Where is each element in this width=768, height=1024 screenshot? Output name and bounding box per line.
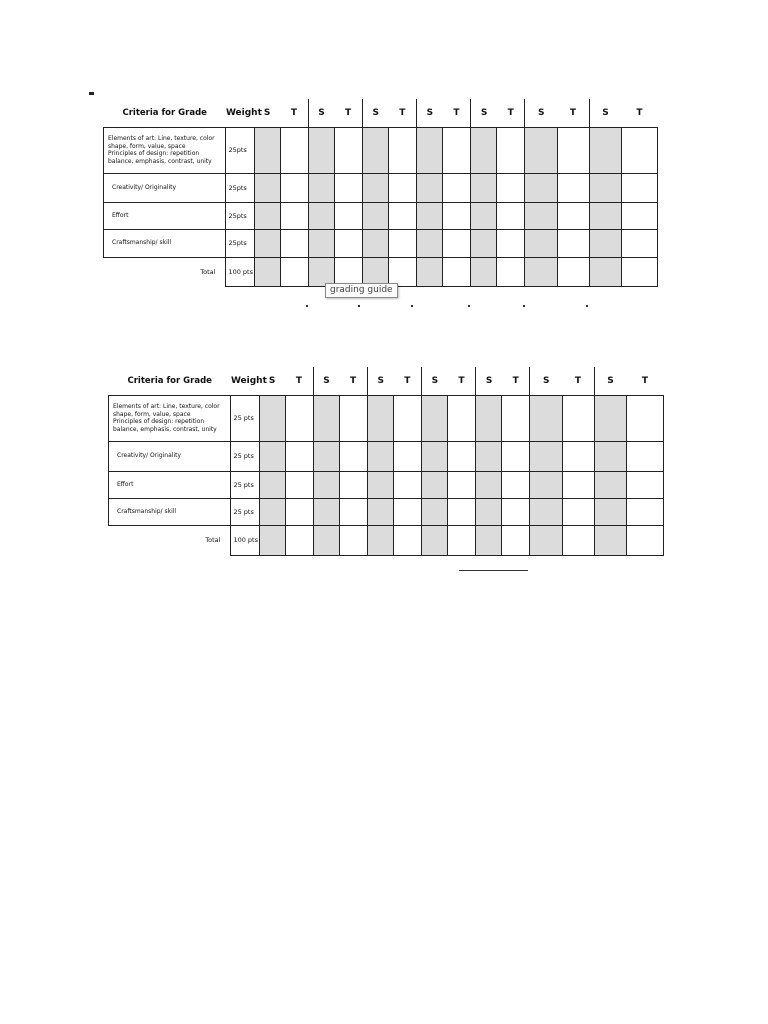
student-total-cell[interactable] xyxy=(367,525,393,555)
teacher-score-cell[interactable] xyxy=(562,395,594,441)
weight-header: Weight xyxy=(225,107,262,118)
t-header: T xyxy=(497,99,525,127)
teacher-score-cell[interactable] xyxy=(389,173,417,202)
stray-dot xyxy=(358,305,360,307)
teacher-total-cell[interactable] xyxy=(621,257,657,286)
teacher-score-cell[interactable] xyxy=(389,202,417,229)
teacher-score-cell[interactable] xyxy=(443,202,471,229)
student-score-cell[interactable] xyxy=(476,471,502,498)
criteria-row-creativity xyxy=(109,441,664,471)
student-score-cell[interactable] xyxy=(367,395,393,441)
t-header: T xyxy=(334,99,362,127)
stray-dot xyxy=(523,305,525,307)
total-weight-cell: 100 pts xyxy=(231,525,259,555)
student-score-cell[interactable] xyxy=(530,395,562,441)
criteria-cell xyxy=(109,395,231,441)
student-score-cell[interactable] xyxy=(422,395,448,441)
s-header: S xyxy=(318,107,325,118)
criteria-cell: Craftsmanship/ skill xyxy=(109,498,231,525)
student-score-cell[interactable] xyxy=(417,173,443,202)
teacher-score-cell[interactable] xyxy=(394,471,422,498)
teacher-total-cell[interactable] xyxy=(280,257,308,286)
teacher-score-cell[interactable] xyxy=(621,229,657,257)
stray-dot xyxy=(411,305,413,307)
student-score-cell[interactable] xyxy=(362,202,388,229)
criteria-row-craftsmanship xyxy=(104,229,658,257)
total-row xyxy=(104,257,658,286)
total-label: Total xyxy=(109,525,231,555)
criteria-cell: Effort xyxy=(104,202,226,229)
student-score-cell[interactable] xyxy=(313,395,339,441)
teacher-score-cell[interactable] xyxy=(285,498,313,525)
teacher-score-cell[interactable] xyxy=(557,127,589,173)
t-header: T xyxy=(389,99,417,127)
t-header: T xyxy=(636,107,643,118)
teacher-score-cell[interactable] xyxy=(285,441,313,471)
student-score-cell[interactable] xyxy=(313,471,339,498)
student-total-cell[interactable] xyxy=(362,257,388,286)
weight-cell: 25 pts xyxy=(231,471,259,498)
teacher-score-cell[interactable] xyxy=(443,229,471,257)
student-score-cell[interactable] xyxy=(308,202,334,229)
student-total-cell[interactable] xyxy=(417,257,443,286)
student-score-cell[interactable] xyxy=(313,498,339,525)
teacher-score-cell[interactable] xyxy=(502,395,530,441)
teacher-total-cell[interactable] xyxy=(394,525,422,555)
student-score-cell[interactable] xyxy=(259,471,285,498)
teacher-score-cell[interactable] xyxy=(285,395,313,441)
teacher-score-cell[interactable] xyxy=(280,202,308,229)
student-score-cell[interactable] xyxy=(594,471,626,498)
teacher-score-cell[interactable] xyxy=(394,395,422,441)
student-score-cell[interactable] xyxy=(367,441,393,471)
teacher-score-cell[interactable] xyxy=(334,127,362,173)
weight-cell: 25pts xyxy=(226,202,254,229)
teacher-score-cell[interactable] xyxy=(443,173,471,202)
teacher-score-cell[interactable] xyxy=(394,441,422,471)
weight-cell: 25pts xyxy=(226,173,254,202)
teacher-score-cell[interactable] xyxy=(394,498,422,525)
teacher-score-cell[interactable] xyxy=(334,229,362,257)
student-total-cell[interactable] xyxy=(313,525,339,555)
criteria-row-elements xyxy=(104,127,658,173)
t-header: T xyxy=(394,367,422,395)
s-header: S xyxy=(263,107,271,118)
student-score-cell[interactable] xyxy=(422,471,448,498)
student-score-cell[interactable] xyxy=(589,127,621,173)
student-score-cell[interactable] xyxy=(525,229,557,257)
student-score-cell[interactable] xyxy=(259,441,285,471)
student-score-cell[interactable] xyxy=(589,173,621,202)
criteria-cell: Craftsmanship/ skill xyxy=(104,229,226,257)
s-header: S xyxy=(372,107,379,118)
student-score-cell[interactable] xyxy=(367,471,393,498)
table-header-row xyxy=(104,99,658,127)
teacher-score-cell[interactable] xyxy=(562,498,594,525)
student-score-cell[interactable] xyxy=(476,395,502,441)
student-score-cell[interactable] xyxy=(362,127,388,173)
teacher-score-cell[interactable] xyxy=(621,173,657,202)
criteria-row-elements xyxy=(109,395,664,441)
student-total-cell[interactable] xyxy=(589,257,621,286)
teacher-score-cell[interactable] xyxy=(389,229,417,257)
criteria-row-effort xyxy=(109,471,664,498)
student-total-cell[interactable] xyxy=(254,257,280,286)
total-label: Total xyxy=(104,257,226,286)
table-header-row xyxy=(109,367,664,395)
weight-cell: 25 pts xyxy=(231,498,259,525)
student-score-cell[interactable] xyxy=(313,441,339,471)
teacher-score-cell[interactable] xyxy=(621,127,657,173)
student-total-cell[interactable] xyxy=(259,525,285,555)
teacher-score-cell[interactable] xyxy=(443,127,471,173)
student-score-cell[interactable] xyxy=(594,441,626,471)
student-score-cell[interactable] xyxy=(362,229,388,257)
stray-dot xyxy=(306,305,308,307)
s-header: S xyxy=(607,375,614,386)
teacher-score-cell[interactable] xyxy=(557,202,589,229)
student-score-cell[interactable] xyxy=(259,498,285,525)
teacher-total-cell[interactable] xyxy=(339,525,367,555)
student-score-cell[interactable] xyxy=(471,173,497,202)
bullet-marker xyxy=(89,92,94,95)
student-score-cell[interactable] xyxy=(254,202,280,229)
teacher-total-cell[interactable] xyxy=(502,525,530,555)
stray-dot xyxy=(586,305,588,307)
student-score-cell[interactable] xyxy=(362,173,388,202)
student-score-cell[interactable] xyxy=(422,498,448,525)
teacher-score-cell[interactable] xyxy=(389,127,417,173)
criteria-row-creativity xyxy=(104,173,658,202)
underline-mark xyxy=(459,570,528,571)
criteria-text-line: balance, emphasis, contrast, unity xyxy=(108,157,212,165)
student-score-cell[interactable] xyxy=(417,229,443,257)
weight-cell: 25 pts xyxy=(231,441,259,471)
student-total-cell[interactable] xyxy=(594,525,626,555)
weight-cell: 25pts xyxy=(226,127,254,173)
t-header: T xyxy=(280,99,308,127)
t-header: T xyxy=(557,99,589,127)
grading-table-1 xyxy=(103,99,658,287)
criteria-cell: Creativity/ Originality xyxy=(109,441,231,471)
teacher-score-cell[interactable] xyxy=(334,202,362,229)
teacher-score-cell[interactable] xyxy=(339,471,367,498)
student-score-cell[interactable] xyxy=(308,229,334,257)
teacher-score-cell[interactable] xyxy=(557,173,589,202)
total-weight-cell: 100 pts xyxy=(226,257,254,286)
s-header: S xyxy=(480,107,488,118)
grading-table-2 xyxy=(108,367,664,556)
criteria-cell: Creativity/ Originality xyxy=(104,173,226,202)
student-score-cell[interactable] xyxy=(254,173,280,202)
criteria-header: Criteria for Grade xyxy=(122,107,207,118)
student-score-cell[interactable] xyxy=(525,202,557,229)
student-score-cell[interactable] xyxy=(417,127,443,173)
teacher-score-cell[interactable] xyxy=(626,395,663,441)
teacher-total-cell[interactable] xyxy=(285,525,313,555)
student-score-cell[interactable] xyxy=(530,441,562,471)
criteria-text-line: balance, emphasis, contrast, unity xyxy=(113,425,217,433)
teacher-score-cell[interactable] xyxy=(448,471,476,498)
stray-dot xyxy=(468,305,470,307)
teacher-score-cell[interactable] xyxy=(497,202,525,229)
t-header: T xyxy=(339,367,367,395)
teacher-score-cell[interactable] xyxy=(448,441,476,471)
student-score-cell[interactable] xyxy=(471,229,497,257)
teacher-score-cell[interactable] xyxy=(626,471,663,498)
s-header: S xyxy=(426,107,434,118)
teacher-score-cell[interactable] xyxy=(562,471,594,498)
teacher-score-cell[interactable] xyxy=(497,127,525,173)
student-score-cell[interactable] xyxy=(471,127,497,173)
criteria-text-line: shape, form, value, space xyxy=(113,410,191,418)
t-header: T xyxy=(641,375,648,386)
criteria-text-line: Principles of design: repetition xyxy=(113,418,205,425)
student-score-cell[interactable] xyxy=(422,441,448,471)
criteria-header: Criteria for Grade xyxy=(127,375,212,386)
student-score-cell[interactable] xyxy=(308,173,334,202)
student-score-cell[interactable] xyxy=(417,202,443,229)
teacher-total-cell[interactable] xyxy=(626,525,663,555)
teacher-score-cell[interactable] xyxy=(339,395,367,441)
teacher-score-cell[interactable] xyxy=(502,441,530,471)
criteria-text-line: Elements of art: Line, texture, color xyxy=(113,403,220,410)
teacher-score-cell[interactable] xyxy=(502,498,530,525)
teacher-score-cell[interactable] xyxy=(334,173,362,202)
student-score-cell[interactable] xyxy=(530,498,562,525)
student-score-cell[interactable] xyxy=(594,395,626,441)
grading-guide-tooltip: grading guide xyxy=(325,283,398,298)
teacher-total-cell[interactable] xyxy=(443,257,471,286)
teacher-total-cell[interactable] xyxy=(557,257,589,286)
teacher-score-cell[interactable] xyxy=(626,498,663,525)
t-header: T xyxy=(502,367,530,395)
student-total-cell[interactable] xyxy=(422,525,448,555)
teacher-total-cell[interactable] xyxy=(497,257,525,286)
teacher-score-cell[interactable] xyxy=(448,395,476,441)
criteria-cell xyxy=(104,127,226,173)
weight-header: Weight xyxy=(230,375,267,386)
teacher-score-cell[interactable] xyxy=(280,229,308,257)
teacher-score-cell[interactable] xyxy=(621,202,657,229)
s-header: S xyxy=(323,375,330,386)
stray-marks xyxy=(0,305,768,309)
student-score-cell[interactable] xyxy=(254,229,280,257)
teacher-score-cell[interactable] xyxy=(562,441,594,471)
teacher-score-cell[interactable] xyxy=(448,498,476,525)
teacher-score-cell[interactable] xyxy=(626,441,663,471)
criteria-cell: Effort xyxy=(109,471,231,498)
s-header: S xyxy=(377,375,384,386)
student-score-cell[interactable] xyxy=(259,395,285,441)
t-header: T xyxy=(285,367,313,395)
teacher-score-cell[interactable] xyxy=(280,173,308,202)
teacher-score-cell[interactable] xyxy=(502,471,530,498)
s-header: S xyxy=(268,375,276,386)
student-total-cell[interactable] xyxy=(308,257,334,286)
student-total-cell[interactable] xyxy=(530,525,562,555)
student-score-cell[interactable] xyxy=(254,127,280,173)
teacher-total-cell[interactable] xyxy=(562,525,594,555)
student-score-cell[interactable] xyxy=(594,498,626,525)
teacher-total-cell[interactable] xyxy=(389,257,417,286)
criteria-row-effort xyxy=(104,202,658,229)
student-score-cell[interactable] xyxy=(525,127,557,173)
criteria-text-line: Elements of art: Line, texture, color xyxy=(108,135,215,142)
s-header: S xyxy=(431,375,439,386)
s-header: S xyxy=(538,107,545,118)
teacher-score-cell[interactable] xyxy=(339,441,367,471)
total-row xyxy=(109,525,664,555)
teacher-score-cell[interactable] xyxy=(497,173,525,202)
t-header: T xyxy=(443,99,471,127)
student-score-cell[interactable] xyxy=(471,202,497,229)
criteria-text-line: shape, form, value, space xyxy=(108,142,186,150)
student-score-cell[interactable] xyxy=(525,173,557,202)
teacher-total-cell[interactable] xyxy=(448,525,476,555)
student-score-cell[interactable] xyxy=(476,498,502,525)
student-score-cell[interactable] xyxy=(476,441,502,471)
s-header: S xyxy=(543,375,550,386)
student-score-cell[interactable] xyxy=(367,498,393,525)
criteria-text-line: Principles of design: repetition xyxy=(108,150,200,157)
criteria-row-craftsmanship xyxy=(109,498,664,525)
student-score-cell[interactable] xyxy=(589,229,621,257)
s-header: S xyxy=(485,375,493,386)
teacher-score-cell[interactable] xyxy=(497,229,525,257)
student-total-cell[interactable] xyxy=(525,257,557,286)
student-score-cell[interactable] xyxy=(589,202,621,229)
student-total-cell[interactable] xyxy=(476,525,502,555)
teacher-score-cell[interactable] xyxy=(280,127,308,173)
student-total-cell[interactable] xyxy=(471,257,497,286)
teacher-score-cell[interactable] xyxy=(339,498,367,525)
weight-cell: 25pts xyxy=(226,229,254,257)
teacher-total-cell[interactable] xyxy=(334,257,362,286)
s-header: S xyxy=(602,107,609,118)
weight-cell: 25 pts xyxy=(231,395,259,441)
student-score-cell[interactable] xyxy=(308,127,334,173)
student-score-cell[interactable] xyxy=(530,471,562,498)
t-header: T xyxy=(562,367,594,395)
t-header: T xyxy=(448,367,476,395)
teacher-score-cell[interactable] xyxy=(557,229,589,257)
teacher-score-cell[interactable] xyxy=(285,471,313,498)
